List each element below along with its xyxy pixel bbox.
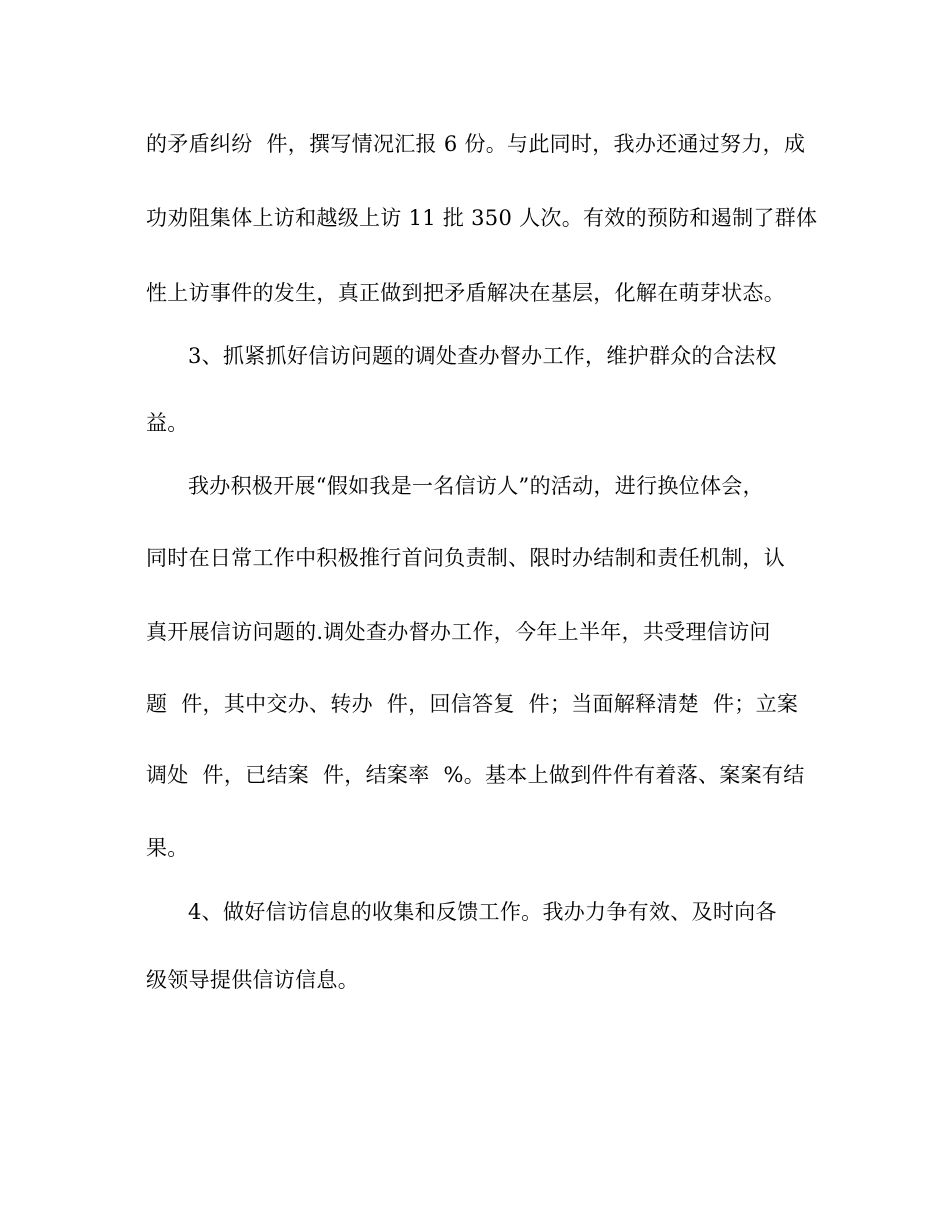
text-line-11: 果。 xyxy=(146,836,189,860)
text-line-8: 真开展信访问题的.调处查办督办工作，今年上半年，共受理信访问 xyxy=(146,620,771,644)
text-line-9: 题 件，其中交办、转办 件，回信答复 件；当面解释清楚 件；立案 xyxy=(146,692,799,716)
text-line-6: 我办积极开展“假如我是一名信访人”的活动，进行换位体会， xyxy=(188,474,764,498)
text-line-4: 3、抓紧抓好信访问题的调处查办督办工作，维护群众的合法权 xyxy=(188,344,777,368)
text-line-10: 调处 件，已结案 件，结案率 %。基本上做到件件有着落、案案有结 xyxy=(146,763,805,787)
text-line-12: 4、做好信访信息的收集和反馈工作。我办力争有效、及时向各 xyxy=(188,900,777,924)
text-line-2: 功劝阻集体上访和越级上访 11 批 350 人次。有效的预防和遏制了群体 xyxy=(146,206,818,230)
text-line-5: 益。 xyxy=(146,411,189,435)
text-line-1: 的矛盾纠纷 件，撰写情况汇报 6 份。与此同时，我办还通过努力，成 xyxy=(146,132,806,156)
text-line-13: 级领导提供信访信息。 xyxy=(146,968,359,992)
text-line-3: 性上访事件的发生，真正做到把矛盾解决在基层，化解在萌芽状态。 xyxy=(146,281,785,305)
text-line-7: 同时在日常工作中积极推行首问负责制、限时办结制和责任机制，认 xyxy=(146,546,785,570)
